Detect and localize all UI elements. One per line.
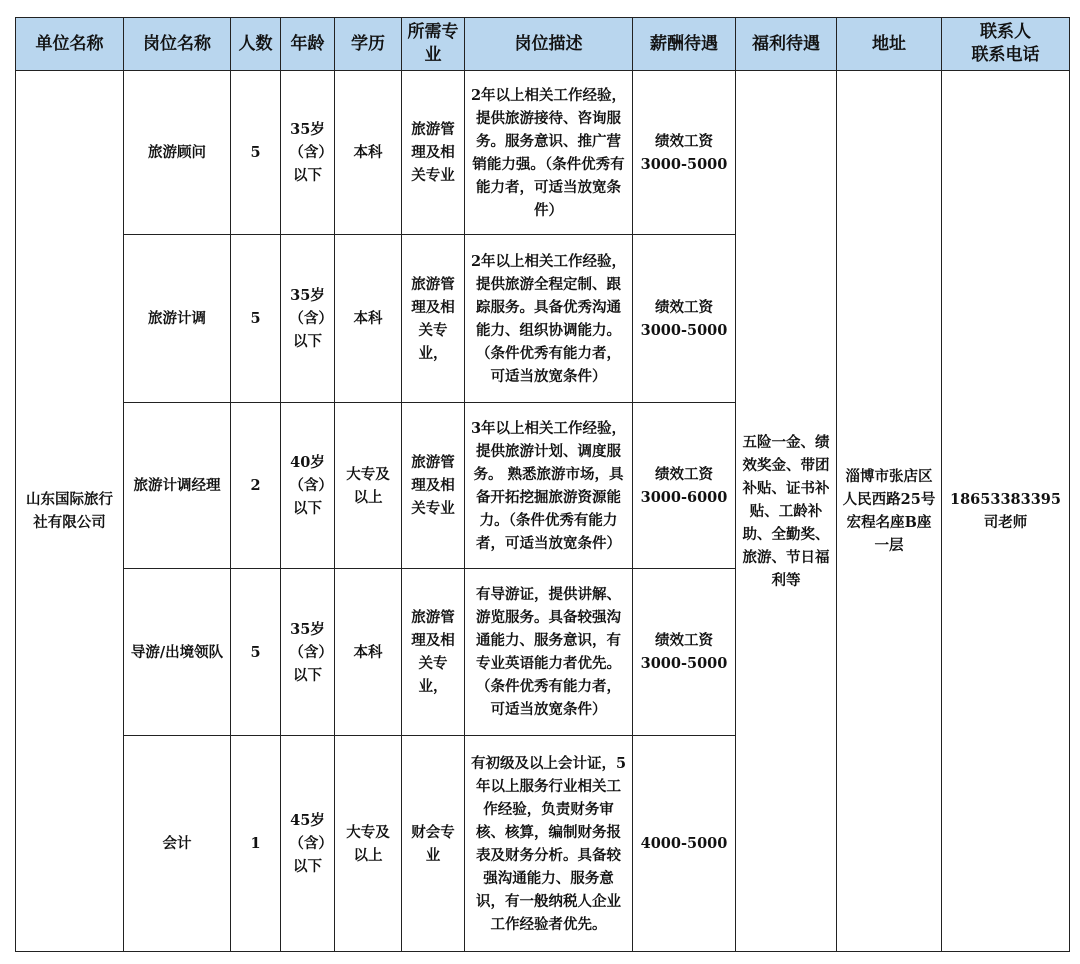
count-cell: 1 — [231, 736, 281, 952]
header-major: 所需专业 — [402, 18, 465, 71]
position-cell: 旅游计调经理 — [124, 403, 231, 569]
position-cell: 会计 — [124, 736, 231, 952]
count-cell: 5 — [231, 235, 281, 403]
description-cell: 2年以上相关工作经验，提供旅游接待、咨询服务。服务意识、推广营销能力强。（条件优秀有能力者，可适当放宽条件） — [465, 71, 633, 235]
address-cell: 淄博市张店区人民西路25号宏程名座B座一层 — [837, 71, 942, 952]
header-count: 人数 — [231, 18, 281, 71]
header-benefits: 福利待遇 — [736, 18, 837, 71]
major-cell: 旅游管理及相关专业 — [402, 71, 465, 235]
job-listing-table — [15, 17, 1070, 952]
education-cell: 本科 — [335, 569, 402, 736]
description-cell: 有导游证，提供讲解、游览服务。具备较强沟通能力、服务意识，有专业英语能力者优先。（条件优秀有能力者，可适当放宽条件） — [465, 569, 633, 736]
age-cell: 35岁（含）以下 — [281, 569, 335, 736]
header-position: 岗位名称 — [124, 18, 231, 71]
description-cell: 2年以上相关工作经验，提供旅游全程定制、跟踪服务。具备优秀沟通能力、组织协调能力。（条件优秀有能力者，可适当放宽条件） — [465, 235, 633, 403]
salary-type: 绩效工资 — [655, 298, 713, 316]
major-cell: 旅游管理及相关专业， — [402, 235, 465, 403]
header-education: 学历 — [335, 18, 402, 71]
education-cell: 大专及以上 — [335, 736, 402, 952]
header-address: 地址 — [837, 18, 942, 71]
major-cell: 财会专业 — [402, 736, 465, 952]
salary-cell — [633, 736, 736, 952]
age-cell: 35岁（含）以下 — [281, 71, 335, 235]
header-salary: 薪酬待遇 — [633, 18, 736, 71]
age-cell: 45岁（含）以下 — [281, 736, 335, 952]
table-row — [16, 71, 1070, 235]
header-contact-person: 联系人 — [980, 22, 1031, 42]
job-table-container — [15, 17, 1070, 952]
salary-type: 绩效工资 — [655, 132, 713, 150]
header-description: 岗位描述 — [465, 18, 633, 71]
description-cell: 有初级及以上会计证，5年以上服务行业相关工作经验，负责财务审核、核算，编制财务报表及财务分析。具备较强沟通能力、服务意识，有一般纳税人企业工作经验者优先。 — [465, 736, 633, 952]
salary-cell — [633, 569, 736, 736]
header-company: 单位名称 — [16, 18, 124, 71]
age-cell: 40岁（含）以下 — [281, 403, 335, 569]
count-cell: 5 — [231, 71, 281, 235]
header-contact — [942, 18, 1070, 71]
position-cell: 导游/出境领队 — [124, 569, 231, 736]
header-contact-phone: 联系电话 — [971, 45, 1040, 65]
count-cell: 2 — [231, 403, 281, 569]
benefits-cell: 五险一金、绩效奖金、带团补贴、证书补贴、工龄补助、全勤奖、旅游、节日福利等 — [736, 71, 837, 952]
position-cell: 旅游计调 — [124, 235, 231, 403]
education-cell: 本科 — [335, 235, 402, 403]
description-cell: 3年以上相关工作经验，提供旅游计划、调度服务。 熟悉旅游市场，具备开拓挖掘旅游资源能力。（条件优秀有能力者，可适当放宽条件） — [465, 403, 633, 569]
education-cell: 大专及以上 — [335, 403, 402, 569]
salary-cell — [633, 235, 736, 403]
salary-range: 3000-5000 — [640, 321, 728, 339]
salary-type: 绩效工资 — [655, 632, 713, 649]
salary-range: 4000-5000 — [640, 835, 728, 852]
salary-type: 绩效工资 — [655, 465, 713, 483]
age-cell: 35岁（含）以下 — [281, 235, 335, 403]
salary-range: 3000-5000 — [640, 655, 728, 672]
contact-phone: 18653383395 — [950, 491, 1061, 508]
salary-range: 3000-5000 — [640, 155, 728, 173]
major-cell: 旅游管理及相关专业， — [402, 569, 465, 736]
header-age: 年龄 — [281, 18, 335, 71]
contact-cell — [942, 71, 1070, 952]
education-cell: 本科 — [335, 71, 402, 235]
salary-range: 3000-6000 — [640, 488, 728, 506]
salary-cell — [633, 403, 736, 569]
salary-cell — [633, 71, 736, 235]
contact-name: 司老师 — [983, 514, 1028, 531]
company-cell: 山东国际旅行社有限公司 — [16, 71, 124, 952]
position-cell: 旅游顾问 — [124, 71, 231, 235]
count-cell: 5 — [231, 569, 281, 736]
major-cell: 旅游管理及相关专业 — [402, 403, 465, 569]
header-row — [16, 18, 1070, 71]
